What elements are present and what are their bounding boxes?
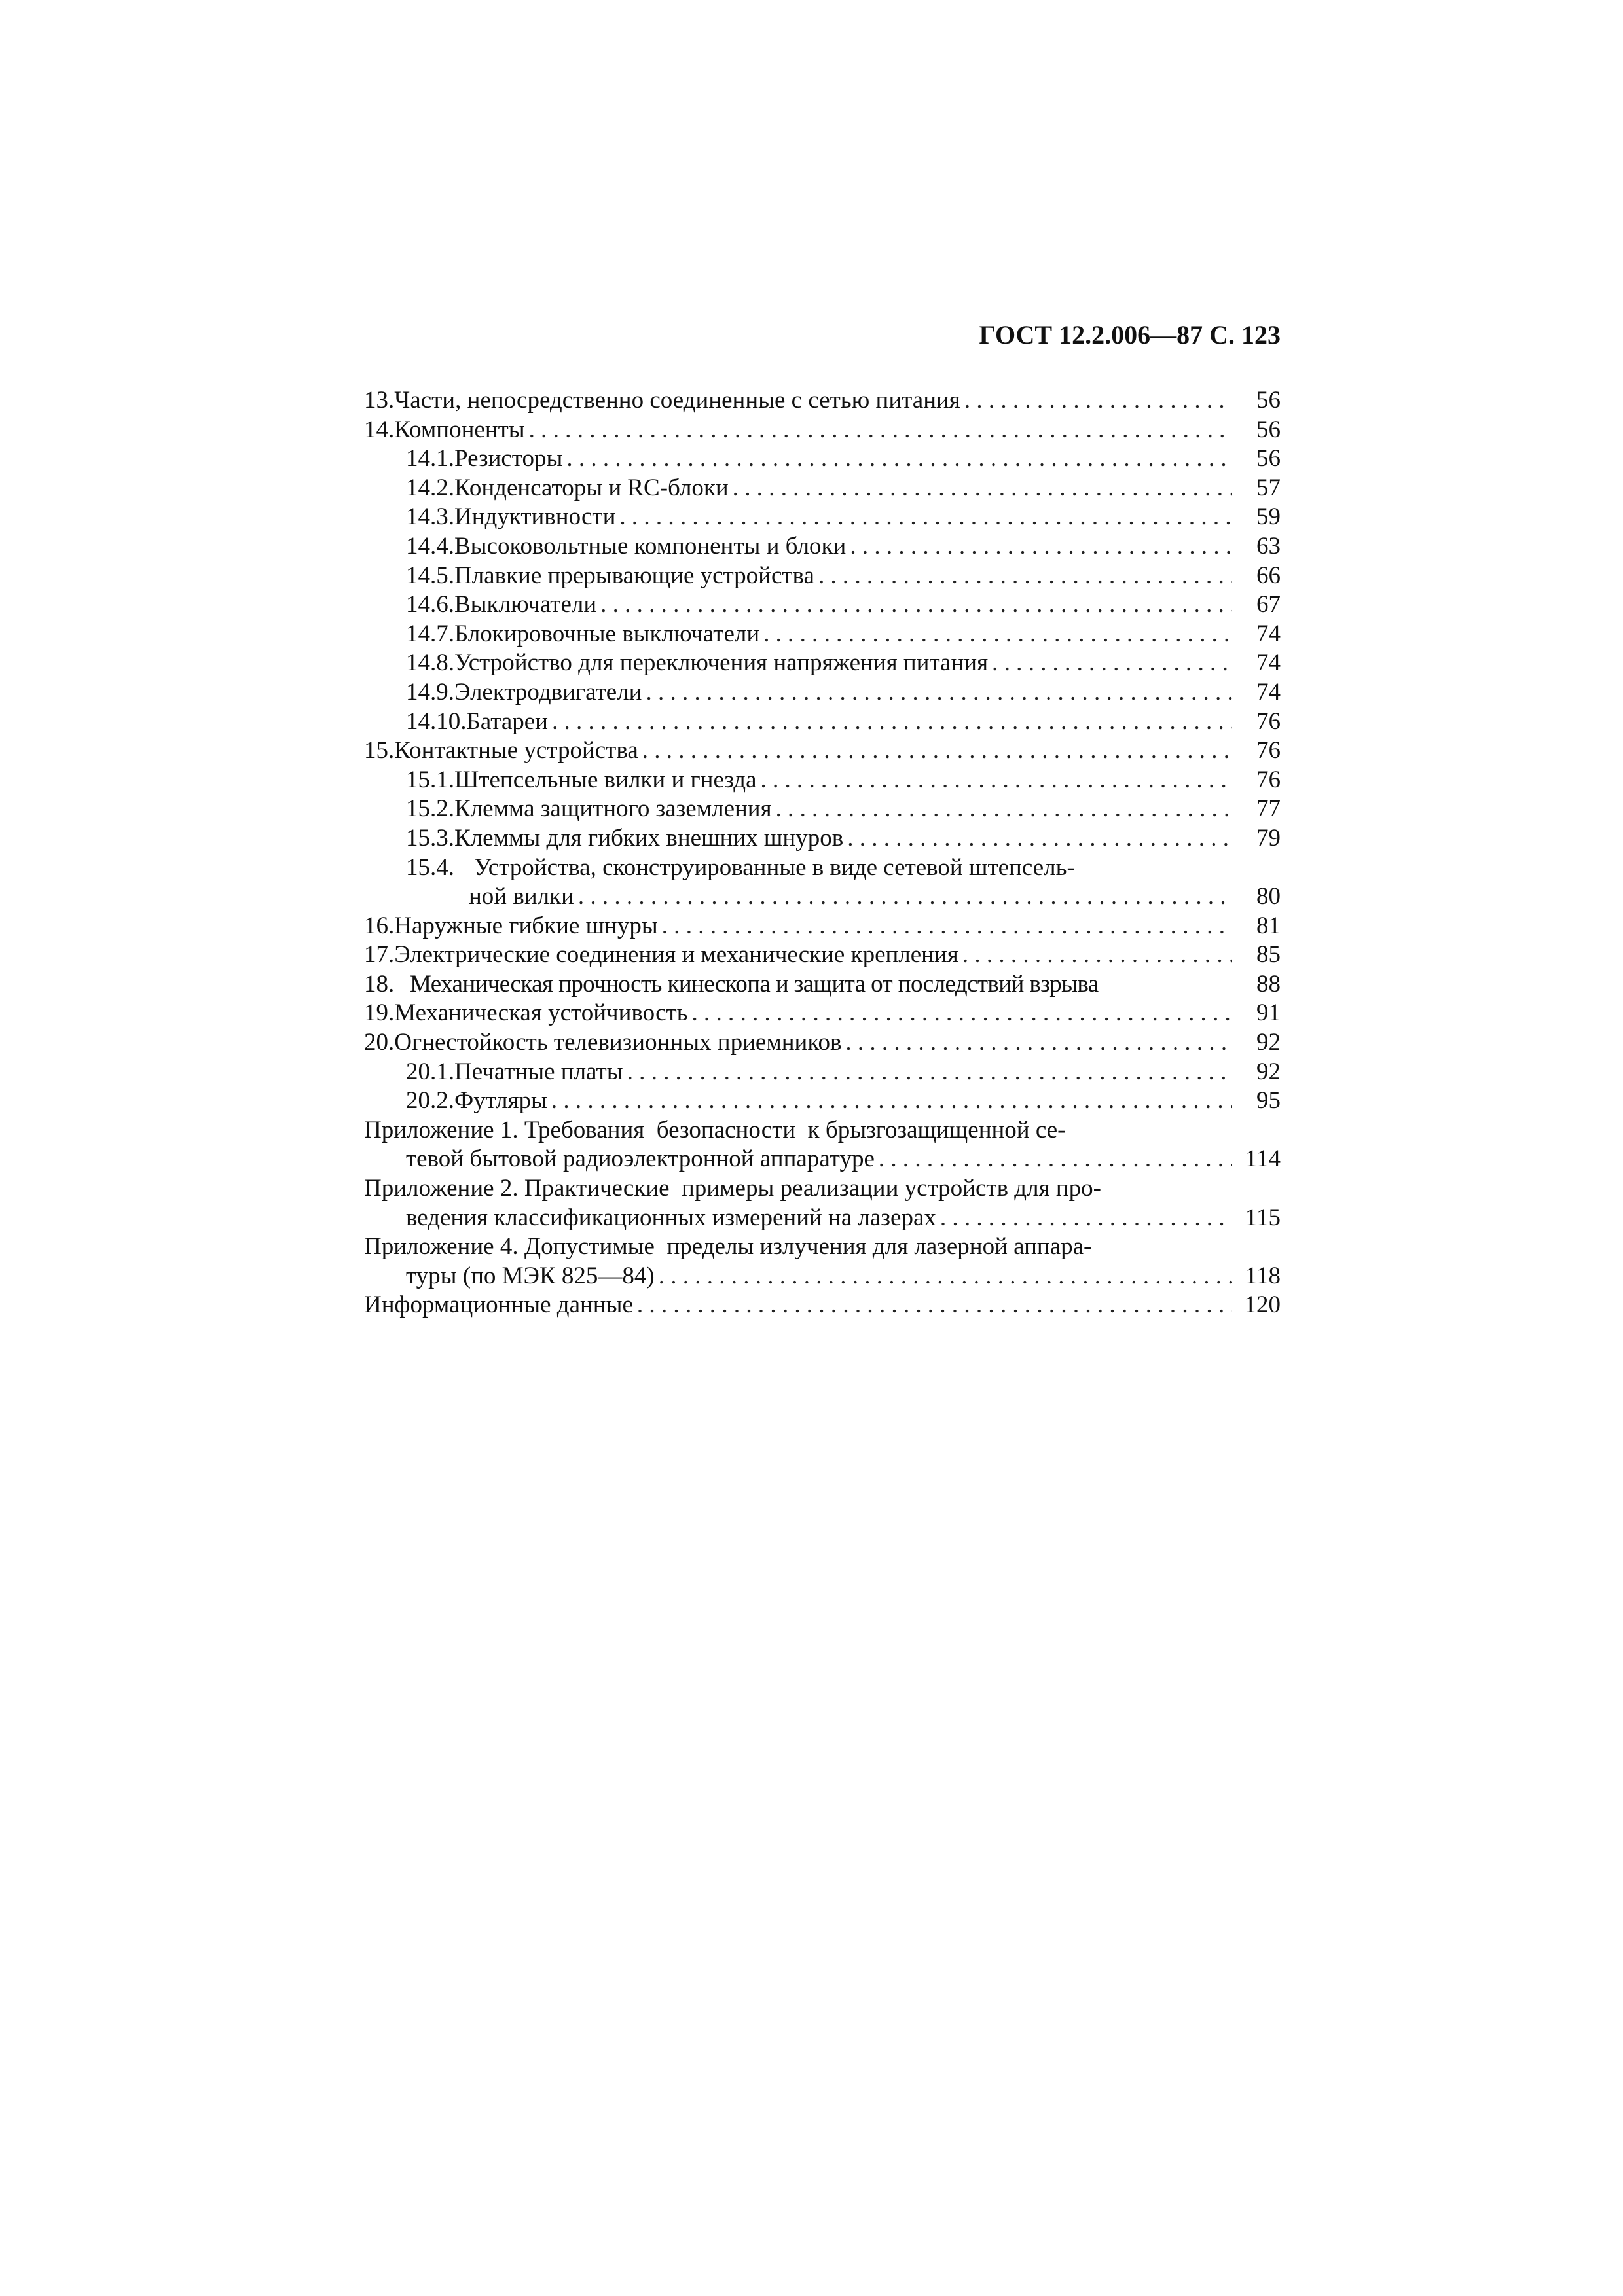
toc-number: 19. [364,999,395,1027]
toc-entry-appendix-1[interactable] [364,1116,1281,1174]
dot-leader [761,766,1232,795]
toc-title: Индуктивности [454,503,616,531]
toc-number: 14.2. [406,474,454,501]
toc-entry-14-1[interactable] [364,444,1281,474]
toc-entry-20[interactable] [364,1028,1281,1058]
toc-number: 13. [364,387,395,414]
toc-entry-14-7[interactable] [364,620,1281,649]
toc-number: 20.2. [406,1087,454,1115]
toc-page: 74 [1256,678,1281,706]
toc-title: Электродвигатели [454,678,642,706]
toc-entry-20-1[interactable] [364,1058,1281,1087]
toc-title: Футляры [454,1087,547,1115]
toc-page: 76 [1256,737,1281,764]
dot-leader [964,386,1232,416]
dot-leader [627,1058,1232,1087]
toc-number: 14.1. [406,445,454,473]
toc-page: 114 [1245,1145,1281,1173]
toc-number: 20.1. [406,1058,454,1085]
toc-title: Наружные гибкие шнуры [394,912,658,939]
toc-title: Печатные платы [454,1058,623,1085]
toc-entry-14-3[interactable] [364,503,1281,532]
toc-page: 67 [1256,591,1281,619]
toc-number: 17. [364,941,395,969]
toc-title: Высоковольтные компоненты и блоки [454,532,847,560]
toc-entry-18[interactable] [364,970,1281,999]
toc-page: 92 [1256,1058,1281,1085]
toc-title: Механическая устойчивость [394,999,688,1027]
toc-title: Компоненты [394,416,525,443]
toc-page: 59 [1256,503,1281,531]
toc-page: 88 [1256,970,1281,997]
toc-page: 63 [1256,532,1281,560]
toc-entry-14-8[interactable] [364,649,1281,678]
toc-entry-info-data[interactable] [364,1291,1281,1320]
toc-title: Резисторы [454,445,563,473]
dot-leader [992,649,1232,678]
toc-page: 74 [1256,620,1281,647]
dot-leader [940,1204,1232,1233]
toc-title: Выключатели [454,591,597,619]
dot-leader [879,1145,1232,1174]
toc-entry-20-2[interactable] [364,1086,1281,1116]
dot-leader [642,736,1232,766]
toc-entry-14-4[interactable] [364,532,1281,562]
toc-number: 14.8. [406,649,454,677]
toc-entry-14-6[interactable] [364,590,1281,620]
toc-number: 14.4. [406,532,454,560]
toc-page: 74 [1256,649,1281,677]
toc-page: 91 [1256,999,1281,1027]
toc-title: Части, непосредственно соединенные с сетью питания [394,387,960,414]
toc-number: 14.9. [406,678,454,706]
dot-leader [646,678,1232,708]
toc-page: 57 [1256,474,1281,501]
toc-title: Клеммы для гибких внешних шнуров [454,824,844,852]
toc-entry-16[interactable] [364,912,1281,941]
toc-entry-14-5[interactable] [364,562,1281,591]
toc-title: Приложение 1. Требования безопасности к брызгозащищенной се- [364,1116,1066,1143]
toc-page: 76 [1256,766,1281,793]
toc-title-continued: туры (по МЭК 825—84) [406,1262,655,1289]
toc-page: 118 [1245,1262,1281,1289]
toc-title: Батареи [466,708,548,735]
dot-leader [578,882,1232,912]
toc-title: Электрические соединения и механические крепления [394,941,958,969]
toc-entry-15-2[interactable] [364,795,1281,824]
toc-title-continued: тевой бытовой радиоэлектронной аппаратуре [406,1145,875,1173]
toc-number: 15.4. [406,853,454,881]
toc-number: 14. [364,416,395,443]
dot-leader [692,999,1232,1028]
dot-leader [818,562,1232,591]
toc-number: 18. [364,970,395,997]
toc-page: 56 [1256,416,1281,443]
toc-title: Блокировочные выключатели [454,620,760,647]
toc-title: Приложение 2. Практические примеры реализации устройств для про- [364,1175,1101,1202]
toc-entry-15-3[interactable] [364,824,1281,853]
toc-title: Информационные данные [364,1291,633,1319]
toc-number: 20. [364,1029,395,1056]
dot-leader [847,824,1232,853]
toc-number: 14.5. [406,562,454,589]
toc-number: 14.7. [406,620,454,647]
toc-title-continued: ведения классификационных измерений на лазерах [406,1204,936,1231]
toc-title: Клемма защитного заземления [454,795,772,823]
page-header: ГОСТ 12.2.006—87 С. 123 [979,320,1281,350]
toc-title: Механическая прочность кинескопа и защита от последствий взрыва [410,970,1099,997]
toc-number: 16. [364,912,395,939]
dot-leader [763,620,1232,649]
toc-page: 92 [1256,1029,1281,1056]
toc-entry-14[interactable] [364,416,1281,445]
dot-leader [662,912,1232,941]
toc-entry-14-10[interactable] [364,708,1281,737]
toc-number: 14.6. [406,591,454,619]
toc-page: 77 [1256,795,1281,823]
toc-entry-appendix-4[interactable] [364,1232,1281,1291]
toc-entry-15-4[interactable] [364,853,1281,912]
toc-title: Штепсельные вилки и гнезда [454,766,757,793]
toc-entry-19[interactable] [364,999,1281,1028]
toc-page: 95 [1256,1087,1281,1115]
toc-title: Плавкие прерывающие устройства [454,562,814,589]
toc-title-continued: ной вилки [469,883,574,910]
toc-page: 120 [1244,1291,1281,1319]
dot-leader [619,503,1232,532]
dot-leader [551,1086,1232,1116]
dot-leader [529,416,1232,445]
toc-page: 79 [1256,824,1281,852]
toc-page: 85 [1256,941,1281,969]
dot-leader [637,1291,1232,1320]
toc-number: 14.3. [406,503,454,531]
toc-entry-14-9[interactable] [364,678,1281,708]
dot-leader [659,1262,1232,1291]
toc-number: 15.1. [406,766,454,793]
toc-number: 15. [364,737,395,764]
toc-entry-appendix-2[interactable] [364,1174,1281,1232]
dot-leader [566,444,1232,474]
toc-entry-14-2[interactable] [364,474,1281,503]
toc-entry-15-1[interactable] [364,766,1281,795]
toc-page: 76 [1256,708,1281,735]
dot-leader [552,708,1232,737]
toc-number: 15.2. [406,795,454,823]
toc-entry-15[interactable] [364,736,1281,766]
toc-page: 66 [1256,562,1281,589]
dot-leader [962,941,1232,970]
dot-leader [600,590,1232,620]
toc-page: 80 [1256,883,1281,910]
table-of-contents [364,386,1281,1320]
toc-title: Приложение 4. Допустимые пределы излучения для лазерной аппара- [364,1233,1092,1261]
dot-leader [850,532,1232,562]
toc-title: Устройства, сконструированные в виде сетевой штепсель- [474,853,1075,881]
dot-leader [733,474,1232,503]
toc-title: Контактные устройства [394,737,638,764]
toc-entry-13[interactable] [364,386,1281,416]
toc-page: 56 [1256,387,1281,414]
toc-title: Огнестойкость телевизионных приемников [394,1029,842,1056]
toc-entry-17[interactable] [364,941,1281,970]
toc-title: Конденсаторы и RC-блоки [454,474,729,501]
toc-page: 56 [1256,445,1281,473]
toc-page: 115 [1245,1204,1281,1231]
toc-number: 15.3. [406,824,454,852]
dot-leader [845,1028,1232,1058]
dot-leader [776,795,1232,824]
toc-title: Устройство для переключения напряжения питания [454,649,989,677]
toc-page: 81 [1256,912,1281,939]
toc-number: 14.10. [406,708,467,735]
